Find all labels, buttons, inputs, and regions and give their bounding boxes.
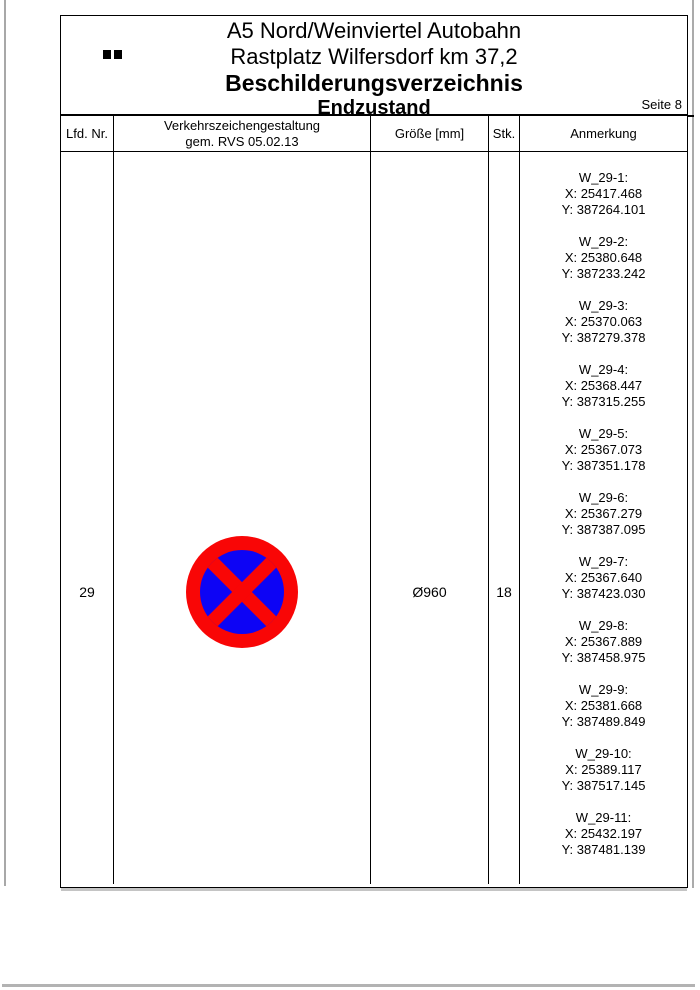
title-route: A5 Nord/Weinviertel Autobahn	[226, 18, 522, 43]
cell-stk	[488, 152, 519, 884]
sign-blue-disc	[200, 550, 284, 634]
anmerkung-y-coord: Y: 387458.975	[561, 650, 646, 665]
anmerkung-x-coord: X: 25367.889	[564, 634, 643, 649]
title-block	[61, 16, 687, 119]
anmerkung-sign-id: W_29-3:	[578, 298, 629, 313]
cell-anmerkung	[519, 152, 687, 884]
anmerkung-x-coord: X: 25432.197	[564, 826, 643, 841]
col-header-label: Lfd. Nr.	[66, 125, 108, 141]
col-header-label: Größe [mm]	[394, 125, 465, 141]
anmerkung-x-coord: X: 25367.640	[564, 570, 643, 585]
page-number: Seite 8	[641, 97, 682, 112]
sign-register-table	[60, 15, 688, 888]
table-header-row	[61, 116, 687, 152]
quantity-value: 18	[496, 584, 512, 600]
anmerkung-x-coord: X: 25381.668	[564, 698, 643, 713]
anmerkung-y-coord: Y: 387233.242	[561, 266, 646, 281]
anmerkung-sign-id: W_29-9:	[578, 682, 629, 697]
header-separator-extension	[687, 115, 694, 117]
anmerkung-entry	[520, 298, 687, 346]
anmerkung-y-coord: Y: 387351.178	[561, 458, 646, 473]
anmerkung-x-coord: X: 25380.648	[564, 250, 643, 265]
anmerkung-y-coord: Y: 387423.030	[561, 586, 646, 601]
anmerkung-sign-id: W_29-1:	[578, 170, 629, 185]
col-header-groesse	[370, 116, 488, 151]
anmerkung-x-coord: X: 25389.117	[565, 762, 642, 777]
col-header-lfd-nr	[61, 116, 113, 151]
company-logo-icon	[103, 50, 122, 59]
anmerkung-entry	[520, 554, 687, 602]
cell-lfd-nr	[61, 152, 113, 884]
subtitle: Endzustand	[317, 97, 431, 119]
anmerkung-entry	[520, 426, 687, 474]
anmerkung-entry	[520, 234, 687, 282]
anmerkung-y-coord: Y: 387387.095	[561, 522, 646, 537]
anmerkung-x-coord: X: 25368.447	[564, 378, 643, 393]
col-header-stk	[488, 116, 519, 151]
row-number: 29	[79, 584, 95, 600]
anmerkung-y-coord: Y: 387481.139	[561, 842, 646, 857]
anmerkung-y-coord: Y: 387315.255	[561, 394, 646, 409]
anmerkung-x-coord: X: 25370.063	[564, 314, 643, 329]
anmerkung-sign-id: W_29-4:	[578, 362, 629, 377]
no-stopping-sign-icon	[186, 536, 298, 648]
col-header-anmerkung	[519, 116, 687, 151]
anmerkung-entry	[520, 682, 687, 730]
anmerkung-entry	[520, 746, 687, 794]
anmerkung-x-coord: X: 25367.279	[564, 506, 643, 521]
cell-groesse	[370, 152, 488, 884]
col-header-label: Stk.	[492, 125, 516, 141]
anmerkung-entry	[520, 170, 687, 218]
anmerkung-entry	[520, 618, 687, 666]
cell-gestaltung	[113, 152, 370, 884]
logo-square-icon	[114, 50, 122, 59]
anmerkung-entry	[520, 490, 687, 538]
anmerkung-sign-id: W_29-7:	[578, 554, 629, 569]
anmerkung-sign-id: W_29-10:	[575, 746, 632, 761]
anmerkung-y-coord: Y: 387517.145	[561, 778, 646, 793]
anmerkung-entry	[520, 810, 687, 858]
size-value: Ø960	[412, 584, 447, 600]
anmerkung-list	[520, 152, 687, 858]
table-row	[61, 152, 687, 884]
anmerkung-y-coord: Y: 387489.849	[561, 714, 646, 729]
col-header-label: gem. RVS 05.02.13	[185, 133, 299, 149]
title-location: Rastplatz Wilfersdorf km 37,2	[230, 44, 518, 69]
anmerkung-y-coord: Y: 387279.378	[561, 330, 646, 345]
page-edge-left	[4, 0, 6, 886]
page-title: Beschilderungsverzeichnis	[225, 70, 523, 96]
page-edge-bottom	[2, 984, 695, 987]
col-header-label: Anmerkung	[570, 125, 637, 141]
anmerkung-entry	[520, 362, 687, 410]
anmerkung-y-coord: Y: 387264.101	[561, 202, 646, 217]
anmerkung-sign-id: W_29-2:	[578, 234, 629, 249]
anmerkung-sign-id: W_29-8:	[578, 618, 629, 633]
anmerkung-x-coord: X: 25367.073	[564, 442, 643, 457]
anmerkung-sign-id: W_29-5:	[578, 426, 629, 441]
anmerkung-sign-id: W_29-6:	[578, 490, 629, 505]
col-header-gestaltung	[113, 116, 370, 151]
anmerkung-x-coord: X: 25417.468	[564, 186, 643, 201]
col-header-label: Verkehrszeichengestaltung	[163, 117, 321, 133]
logo-square-icon	[103, 50, 111, 59]
page-edge-right	[692, 0, 694, 888]
anmerkung-sign-id: W_29-11:	[575, 810, 632, 825]
